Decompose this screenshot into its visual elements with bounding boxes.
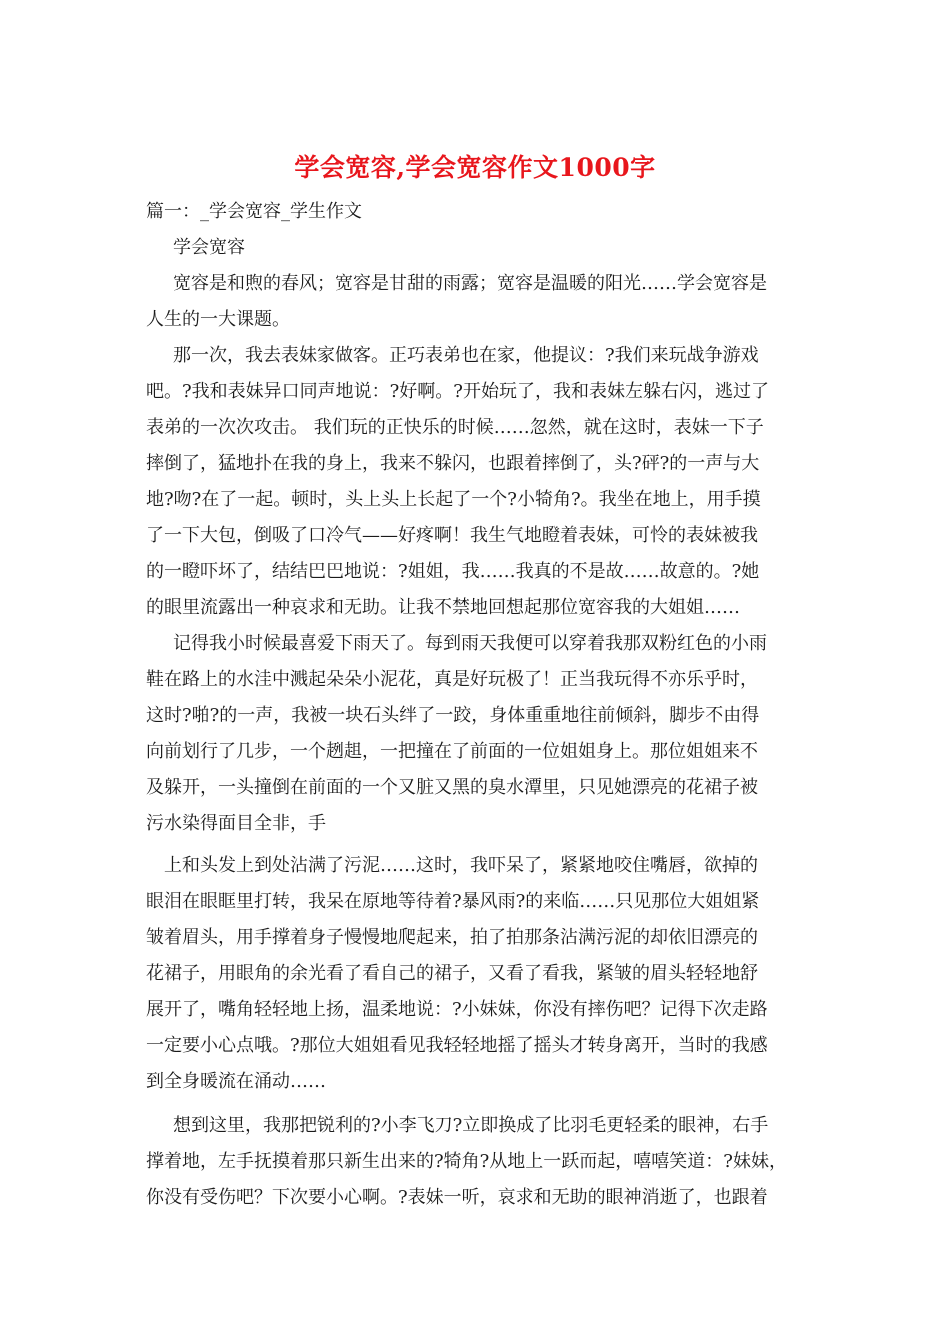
paragraph-line: 那一次，我去表妹家做客。正巧表弟也在家，他提议：?我们来玩战争游戏 bbox=[173, 345, 759, 366]
paragraph-line: 宽容是和煦的春风；宽容是甘甜的雨露；宽容是温暖的阳光……学会宽容是 bbox=[173, 273, 767, 294]
paragraph-line: 上和头发上到处沾满了污泥……这时，我吓呆了，紧紧地咬住嘴唇，欲掉的 bbox=[164, 855, 758, 876]
paragraph-line: 记得我小时候最喜爱下雨天了。每到雨天我便可以穿着我那双粉红色的小雨 bbox=[173, 633, 767, 654]
paragraph-line: 花裙子，用眼角的余光看了看自己的裙子，又看了看我，紧皱的眉头轻轻地舒 bbox=[146, 963, 758, 984]
paragraph-line: 你没有受伤吧？下次要小心啊。?表妹一听，哀求和无助的眼神消逝了，也跟着 bbox=[146, 1187, 768, 1208]
paragraph-line: 地?吻?在了一起。顿时，头上头上长起了一个?小犄角?。我坐在地上，用手摸 bbox=[146, 489, 761, 510]
essay-subtitle: 学会宽容 bbox=[173, 237, 245, 258]
paragraph-line: 想到这里，我那把锐利的?小李飞刀?立即换成了比羽毛更轻柔的眼神，右手 bbox=[173, 1115, 769, 1136]
paragraph-line: 摔倒了，猛地扑在我的身上，我来不躲闪，也跟着摔倒了，头?砰?的一声与大 bbox=[146, 453, 760, 474]
paragraph-line: 皱着眉头，用手撑着身子慢慢地爬起来，拍了拍那条沾满污泥的却依旧漂亮的 bbox=[146, 927, 758, 948]
paragraph-line: 这时?啪?的一声，我被一块石头绊了一跤，身体重重地往前倾斜，脚步不由得 bbox=[146, 705, 760, 726]
paragraph-line: 撑着地，左手抚摸着那只新生出来的?犄角?从地上一跃而起，嘻嘻笑道：?妹妹， bbox=[146, 1151, 787, 1172]
paragraph-line: 人生的一大课题。 bbox=[146, 309, 290, 330]
paragraph-line: 表弟的一次次攻击。 我们玩的正快乐的时候……忽然，就在这时，表妹一下子 bbox=[146, 417, 764, 438]
document-title: 学会宽容,学会宽容作文1000字 bbox=[294, 153, 656, 182]
paragraph-line: 的一瞪吓坏了，结结巴巴地说：?姐姐，我……我真的不是故……故意的。?她 bbox=[146, 561, 760, 582]
paragraph-line: 了一下大包，倒吸了口冷气——好疼啊！我生气地瞪着表妹，可怜的表妹被我 bbox=[146, 525, 758, 546]
paragraph-line: 眼泪在眼眶里打转，我呆在原地等待着?暴风雨?的来临……只见那位大姐姐紧 bbox=[146, 891, 760, 912]
paragraph-line: 到全身暖流在涌动…… bbox=[146, 1071, 326, 1092]
paragraph-line: 一定要小心点哦。?那位大姐姐看见我轻轻地摇了摇头才转身离开，当时的我感 bbox=[146, 1035, 768, 1056]
paragraph-line: 的眼里流露出一种哀求和无助。让我不禁地回想起那位宽容我的大姐姐…… bbox=[146, 597, 740, 618]
paragraph-line: 展开了，嘴角轻轻地上扬，温柔地说：?小妹妹，你没有摔伤吧？记得下次走路 bbox=[146, 999, 768, 1020]
paragraph-line: 及躲开，一头撞倒在前面的一个又脏又黑的臭水潭里，只见她漂亮的花裙子被 bbox=[146, 777, 758, 798]
paragraph-line: 向前划行了几步，一个趔趄，一把撞在了前面的一位姐姐身上。那位姐姐来不 bbox=[146, 741, 758, 762]
paragraph-line: 吧。?我和表妹异口同声地说：?好啊。?开始玩了，我和表妹左躲右闪，逃过了 bbox=[146, 381, 769, 402]
paragraph-line: 污水染得面目全非，手 bbox=[146, 813, 326, 834]
paragraph-line: 鞋在路上的水洼中溅起朵朵小泥花，真是好玩极了！正当我玩得不亦乐乎时， bbox=[146, 669, 758, 690]
section-heading: 篇一：_学会宽容_学生作文 bbox=[146, 201, 362, 222]
